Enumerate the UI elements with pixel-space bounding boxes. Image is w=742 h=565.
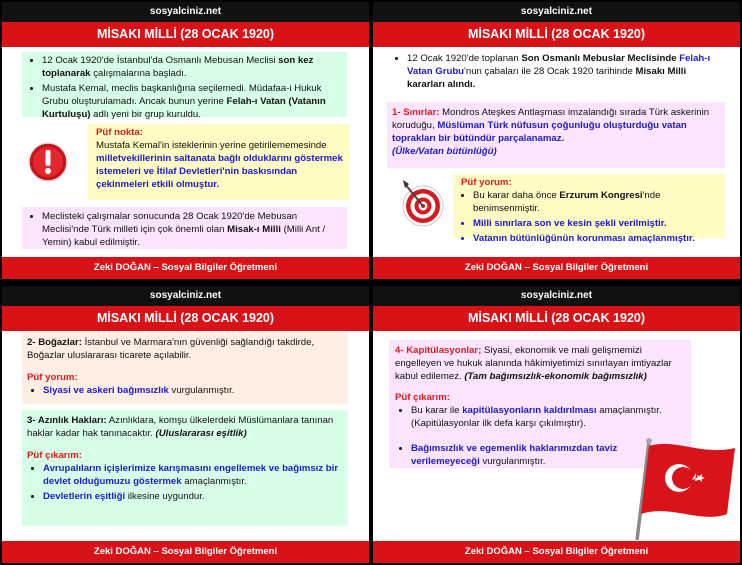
site-header: sosyalciniz.net [2,2,369,22]
list-item: • 12 Ocak 1920'de İstanbul'da Osmanlı Mebusan Meclisi son kez toplanarak çalışmalarına başladı. [42,54,343,80]
slide-title: MİSAKI MİLLİ (28 OCAK 1920) [373,22,740,47]
list-item: • Bağımsızlık ve egemenlik haklarımızdan taviz verilemeyeceği vurgulanmıştır. [411,442,633,468]
site-header: sosyalciniz.net [2,286,369,306]
list-item: • Bu karar ile kapitülasyonların kaldırılması amaçlanmıştır. (Kapitülasyonlar ilk defa karşı çıkılmıştır). [411,404,685,430]
list-item: • Devletlerin eşitliği ilkesine uygundur. [43,490,343,503]
borders-box: 1- Sınırlar: Mondros Ateşkes Antlaşması imzalandığı sırada Türk askerinin koruduğu, Müslüman Türk nüfusun çoğunluğu oluşturduğu vatan toprakları bir bütündür parçalanamaz. (Ülke/Vatan bütünlüğü) [387,102,725,168]
list-item: • Meclisteki çalışmalar sonucunda 28 Ocak 1920'de Mebusan Meclisi'nde Türk milleti için çok önemli olan Misak-ı Milli (Milli Ant / Yemin) kabul edilmiştir. [42,210,343,249]
result-box [22,207,347,249]
capitulations-box: 4- Kapitülasyonlar; Siyasi, ekonomik ve mali gelişmemizi engelleyen ve hukuk alanında hâkimiyetimizi sınırlayan imtiyazlar kabul edilemez. (Tam bağımsızlık-ekonomik bağımsızlık) Püf çıkarım: • Bu karar ile kapitülasyonların kaldırılması amaçlanmıştır. (Kapitülasyonlar ilk defa karşı çıkılmıştır). [389,340,691,468]
slide-panel-1 [2,2,369,279]
tip-label: Püf çıkarım: [395,392,450,403]
warning-icon [28,142,68,182]
tip-box [88,124,350,200]
list-item: • Mustafa Kemal, meclis başkanlığına seçilemedi. Müdafaa-i Hukuk Grubu oluşturulamadı. Ancak bunun yerine Felah-ı Vatan (Vatanın Kurtuluşu) adlı yeni bir grup kuruldu. [42,82,343,121]
footer: Zeki DOĞAN – Sosyal Bilgiler Öğretmeni [2,257,369,279]
list-item: • Bu karar daha önce Erzurum Kongresi'nde benimsenmiştir. [473,189,721,215]
intro-box [22,52,347,120]
list-item: • Vatanın bütünlüğünün korunması amaçlanmıştır. [473,232,721,245]
tip-text: Mustafa Kemal'in isteklerinin yerine getirilememesinde milletvekillerinin saltanata bağlı olduklarını göstermek istemeleri ve İtilaf Devletleri'nin baskısından çekinmeleri etkili olmuştur. [96,140,343,190]
list-item: • Avrupalıların içişlerimize karışmasını engellemek ve bağımsız bir devlet olduğumuzu göstermek amaçlanmıştır. [43,462,343,488]
target-icon [397,178,449,228]
slide-panel-3 [2,286,369,563]
footer: Zeki DOĞAN – Sosyal Bilgiler Öğretmeni [373,257,740,279]
minority-box: 3- Azınlık Hakları: Azınlıklara, komşu ülkelerdeki Müslümanlara tanınan haklar kadar hak tanınacaktır. (Uluslararası eşitlik) Püf çıkarım: • Avrupalıların içişlerimize karışmasını engellemek ve bağımsız bir devlet olduğumuzu göstermek amaçlanmıştır. • Devletlerin eşitliği ilkesine uygundur. [22,410,348,526]
straits-box: 2- Boğazlar: İstanbul ve Marmara'nın güvenliği sağlandığı takdirde, Boğazlar uluslararası ticarete açılabilir. Püf yorum: • Siyasi ve askeri bağımsızlık vurgulanmıştır. [22,332,348,404]
tip-label: Püf yorum: [461,177,512,188]
sovereignty-box [389,442,639,476]
tip-label: Püf nokta: [96,127,143,138]
site-header: sosyalciniz.net [373,2,740,22]
slide-title: MİSAKI MİLLİ (28 OCAK 1920) [2,306,369,331]
slide-panel-2 [373,2,740,279]
slide-title: MİSAKI MİLLİ (28 OCAK 1920) [373,306,740,331]
list-item: • Siyasi ve askeri bağımsızlık vurgulanmıştır. [43,384,343,397]
list-item: • Milli sınırlara son ve kesin şekli verilmiştir. [473,217,721,230]
slide-title: MİSAKI MİLLİ (28 OCAK 1920) [2,22,369,47]
list-item: • 12 Ocak 1920'de toplanan Son Osmanlı Mebuslar Meclisinde Felah-ı Vatan Grubu'nun çabaları ile 28 Ocak 1920 tarihinde Misakı Milli kararları alındı. [407,52,726,91]
tip-label: Püf yorum: [27,372,78,383]
tip-label: Püf çıkarım: [27,450,82,461]
turkish-flag [631,436,740,546]
site-header: sosyalciniz.net [373,286,740,306]
intro-box [391,52,726,96]
tip-box [453,174,725,244]
footer: Zeki DOĞAN – Sosyal Bilgiler Öğretmeni [2,541,369,563]
footer: Zeki DOĞAN – Sosyal Bilgiler Öğretmeni [373,541,740,563]
slide-panel-4 [373,286,740,563]
